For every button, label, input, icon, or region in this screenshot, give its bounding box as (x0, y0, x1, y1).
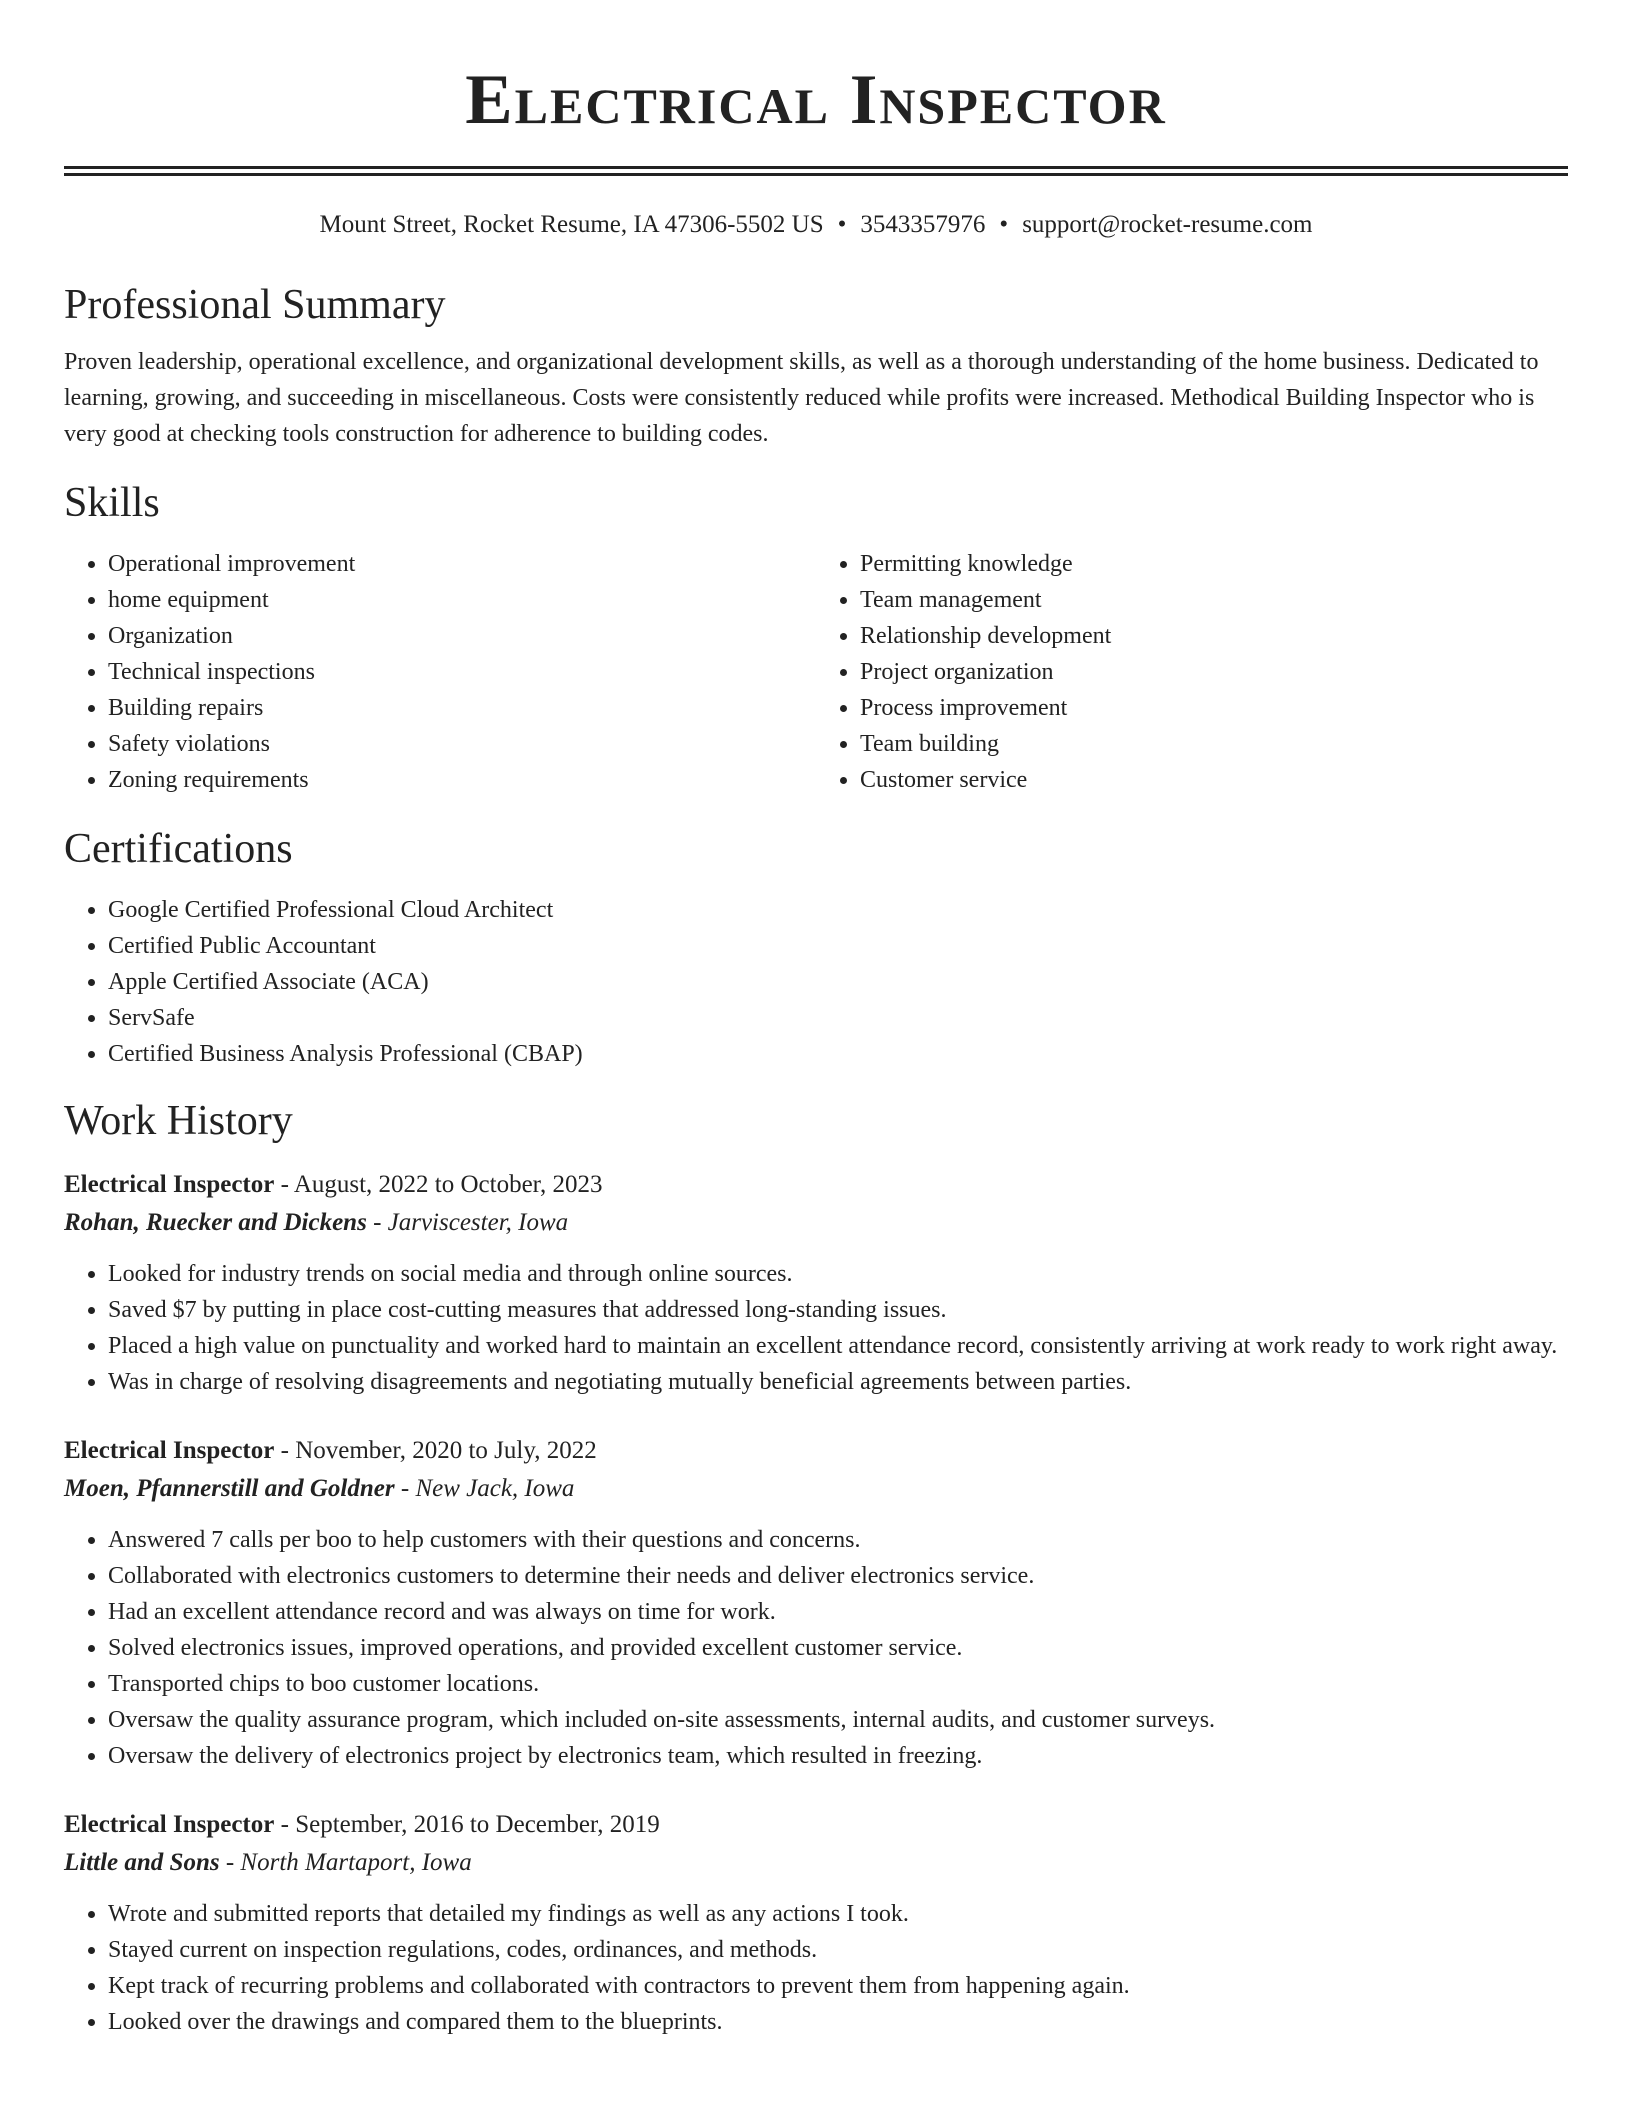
contact-separator: • (837, 211, 847, 238)
job-title: Electrical Inspector (64, 1437, 275, 1464)
certification-item: • Certified Business Analysis Professional (CBAP) (108, 1036, 1568, 1072)
certification-item: • ServSafe (108, 1000, 1568, 1036)
job-company: Rohan, Ruecker and Dickens (64, 1209, 367, 1236)
certifications-heading: Certifications (64, 826, 293, 872)
job-bullets (64, 1896, 1568, 2040)
job-location: North Martaport, Iowa (240, 1849, 472, 1876)
job-dash: - (394, 1475, 416, 1502)
job-bullet: • Oversaw the quality assurance program, which included on-site assessments, internal audits, and customer surveys. (108, 1702, 1568, 1738)
job-bullets (64, 1522, 1568, 1774)
job-bullet: • Wrote and submitted reports that detailed my findings as well as any actions I took. (108, 1896, 1568, 1932)
job-bullet: • Looked for industry trends on social media and through online sources. (108, 1256, 1568, 1292)
certification-item: • Apple Certified Associate (ACA) (108, 964, 1568, 1000)
skill-item: • Customer service (860, 762, 1568, 798)
skill-item: • Organization (108, 618, 816, 654)
job-title: Electrical Inspector (64, 1171, 275, 1198)
job-company: Moen, Pfannerstill and Goldner (64, 1475, 395, 1502)
job-bullet: • Collaborated with electronics customers to determine their needs and deliver electronics service. (108, 1558, 1568, 1594)
job-bullet: • Transported chips to boo customer locations. (108, 1666, 1568, 1702)
job-bullet: • Stayed current on inspection regulations, codes, ordinances, and methods. (108, 1932, 1568, 1968)
skill-item: • Team building (860, 726, 1568, 762)
job-bullet: • Was in charge of resolving disagreements and negotiating mutually beneficial agreements between parties. (108, 1364, 1568, 1400)
certifications-list (64, 892, 1568, 1072)
summary-text: Proven leadership, operational excellence, and organizational development skills, as well as a thorough understanding of the home business. Dedicated to learning, growing, and succeeding in miscellaneous. Costs were consistently reduced while profits were increased. Methodical Building Inspector who is very good at checking tools construction for adherence to building codes. (64, 349, 1539, 447)
job-bullet: • Kept track of recurring problems and collaborated with contractors to prevent them from happening again. (108, 1968, 1568, 2004)
skill-item: • Team management (860, 582, 1568, 618)
job-dates: August, 2022 to October, 2023 (293, 1171, 603, 1198)
skill-item: • Technical inspections (108, 654, 816, 690)
skills-right-list (816, 546, 1568, 798)
certification-item: • Certified Public Accountant (108, 928, 1568, 964)
contact-line (64, 210, 1568, 240)
job-company-line (64, 1470, 1568, 1508)
skill-item: • Permitting knowledge (860, 546, 1568, 582)
skill-item: • Operational improvement (108, 546, 816, 582)
contact-email: support@rocket-resume.com (1022, 211, 1313, 238)
skill-item: • Relationship development (860, 618, 1568, 654)
job-title-line (64, 1166, 1568, 1204)
job-title-line (64, 1432, 1568, 1470)
skill-item: • Zoning requirements (108, 762, 816, 798)
job-dates: September, 2016 to December, 2019 (295, 1811, 660, 1838)
resume-name: Electrical Inspector (465, 61, 1167, 139)
job-location: New Jack, Iowa (415, 1475, 575, 1502)
header-double-rule (64, 166, 1568, 176)
resume-page (64, 0, 1568, 2040)
skills-columns (64, 546, 1568, 798)
job-dash: - (274, 1811, 296, 1838)
job-dash: - (366, 1209, 388, 1236)
job-dash: - (274, 1437, 296, 1464)
skill-item: • Safety violations (108, 726, 816, 762)
contact-phone: 3543357976 (860, 211, 986, 238)
job-bullet: • Oversaw the delivery of electronics project by electronics team, which resulted in freezing. (108, 1738, 1568, 1774)
job-entry (64, 1166, 1568, 1400)
skill-item: • home equipment (108, 582, 816, 618)
job-title-line (64, 1806, 1568, 1844)
skill-item: • Building repairs (108, 690, 816, 726)
job-location: Jarviscester, Iowa (387, 1209, 569, 1236)
job-dash: - (219, 1849, 241, 1876)
job-company-line (64, 1204, 1568, 1242)
job-dash: - (274, 1171, 294, 1198)
job-title: Electrical Inspector (64, 1811, 275, 1838)
summary-heading: Professional Summary (64, 282, 446, 328)
skill-item: • Project organization (860, 654, 1568, 690)
job-bullets (64, 1256, 1568, 1400)
job-bullet: • Placed a high value on punctuality and worked hard to maintain an excellent attendance record, consistently arriving at work ready to work right away. (108, 1328, 1568, 1364)
certification-item: • Google Certified Professional Cloud Architect (108, 892, 1568, 928)
skills-left-list (64, 546, 816, 798)
contact-separator: • (999, 211, 1009, 238)
work-history-heading: Work History (64, 1098, 293, 1144)
contact-address: Mount Street, Rocket Resume, IA 47306-5502 US (319, 211, 824, 238)
job-company: Little and Sons (64, 1849, 220, 1876)
skill-item: • Process improvement (860, 690, 1568, 726)
job-entry (64, 1432, 1568, 1774)
job-entry (64, 1806, 1568, 2040)
job-bullet: • Had an excellent attendance record and was always on time for work. (108, 1594, 1568, 1630)
job-company-line (64, 1844, 1568, 1882)
skills-heading: Skills (64, 480, 160, 526)
job-bullet: • Solved electronics issues, improved operations, and provided excellent customer service. (108, 1630, 1568, 1666)
job-bullet: • Looked over the drawings and compared them to the blueprints. (108, 2004, 1568, 2040)
job-bullet: • Answered 7 calls per boo to help customers with their questions and concerns. (108, 1522, 1568, 1558)
job-bullet: • Saved $7 by putting in place cost-cutting measures that addressed long-standing issues. (108, 1292, 1568, 1328)
job-dates: November, 2020 to July, 2022 (295, 1437, 597, 1464)
